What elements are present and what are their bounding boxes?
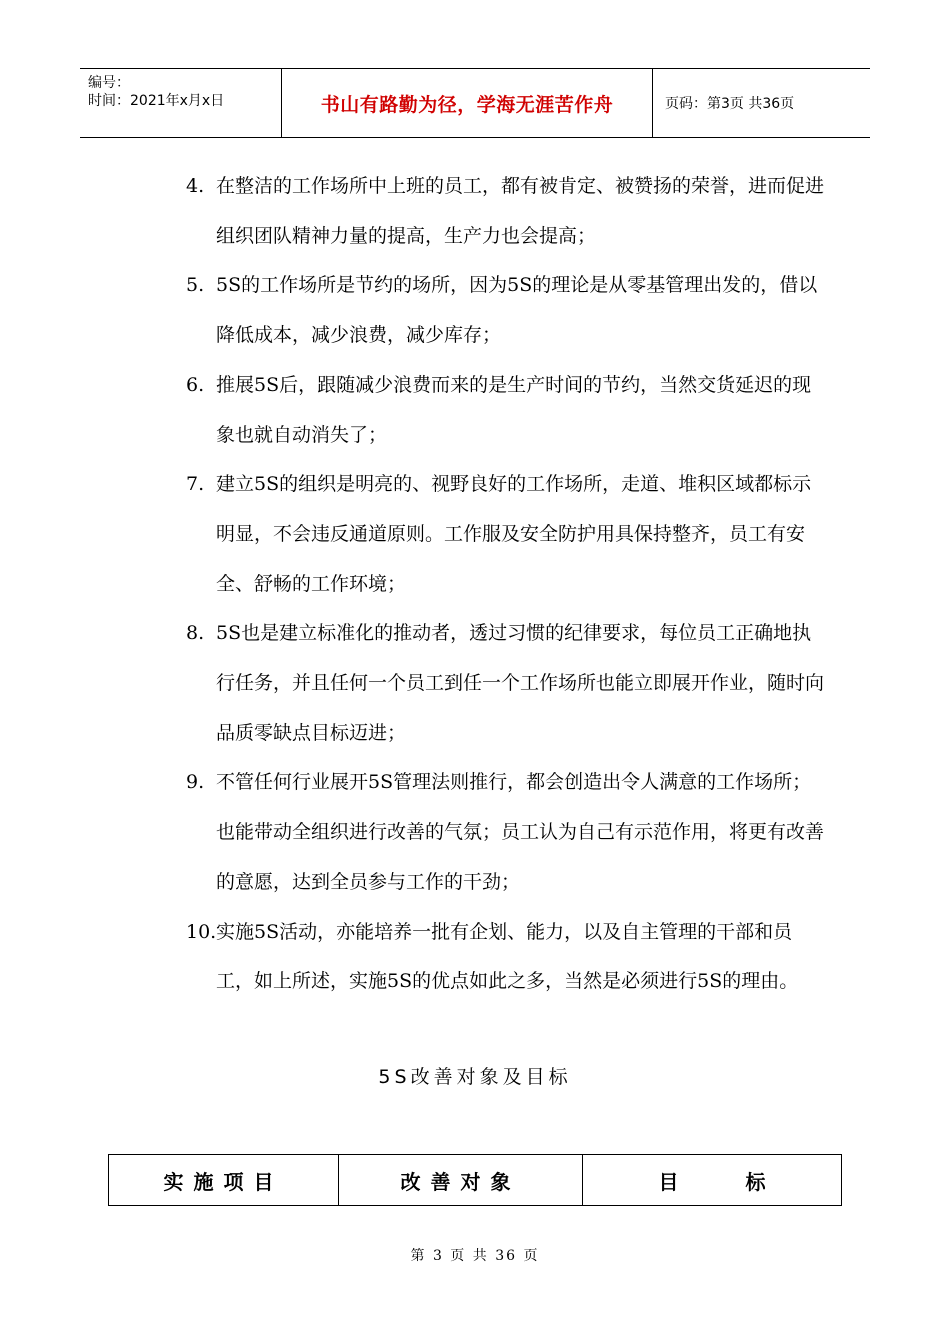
item-number: 5.: [186, 274, 205, 297]
list-item: [186, 261, 826, 360]
header-motto: 书山有路勤为径，学海无涯苦作舟: [281, 69, 653, 137]
item-text: 推展5S后，跟随减少浪费而来的是生产时间的节约，当然交货延迟的现象也就自动消失了；: [216, 373, 812, 446]
item-number: 9.: [186, 771, 205, 794]
item-text: 在整洁的工作场所中上班的员工，都有被肯定、被赞扬的荣誉，进而促进组织团队精神力量的提高，生产力也会提高；: [216, 175, 825, 247]
item-text: 5S的工作场所是节约的场所，因为5S的理论是从零基管理出发的，借以降低成本，减少浪费，减少库存；: [216, 274, 818, 347]
header-page-info: 页码：第3页 共36页: [665, 96, 795, 112]
improvement-table-header: [108, 1154, 842, 1206]
item-text: 实施5S活动，亦能培养一批有企划、能力，以及自主管理的干部和员工，如上所述，实施5S的优点如此之多，当然是必须进行5S的理由。: [216, 920, 799, 993]
item-text: 不管任何行业展开5S管理法则推行，都会创造出令人满意的工作场所；也能带动全组织进行改善的气氛；员工认为自己有示范作用，将更有改善的意愿，达到全员参与工作的干劲；: [216, 771, 825, 893]
code-label: 编号：: [88, 75, 130, 91]
list-item: [186, 162, 826, 261]
section-title: 5S改善对象及目标: [378, 1066, 572, 1088]
list-item: [186, 460, 826, 609]
time-label: 时间：2021年x月x日: [88, 93, 225, 109]
item-number: 7.: [186, 473, 205, 496]
item-number: 4.: [186, 175, 205, 197]
column-header-target: 改善对象: [339, 1155, 583, 1205]
document-header: [80, 68, 870, 138]
header-meta: [80, 69, 281, 137]
item-number: 10.: [186, 920, 217, 943]
column-header-goal: 目 标: [658, 1169, 766, 1194]
column-header-item: 实施项目: [109, 1155, 339, 1205]
benefit-list: [186, 162, 826, 1007]
item-number: 6.: [186, 373, 205, 396]
item-number: 8.: [186, 622, 205, 645]
page-footer: 第 3 页 共 36 页: [410, 1248, 540, 1264]
item-text: 5S也是建立标准化的推动者，透过习惯的纪律要求，每位员工正确地执行任务，并且任何一个员工到任一个工作场所也能立即展开作业，随时向品质零缺点目标迈进；: [216, 622, 825, 744]
list-item: [186, 609, 826, 758]
list-item: [186, 361, 826, 460]
item-text: 建立5S的组织是明亮的、视野良好的工作场所，走道、堆积区域都标示明显，不会违反通道原则。工作服及安全防护用具保持整齐，员工有安全、舒畅的工作环境；: [216, 473, 812, 595]
list-item: [186, 758, 826, 907]
list-item: [186, 908, 826, 1007]
